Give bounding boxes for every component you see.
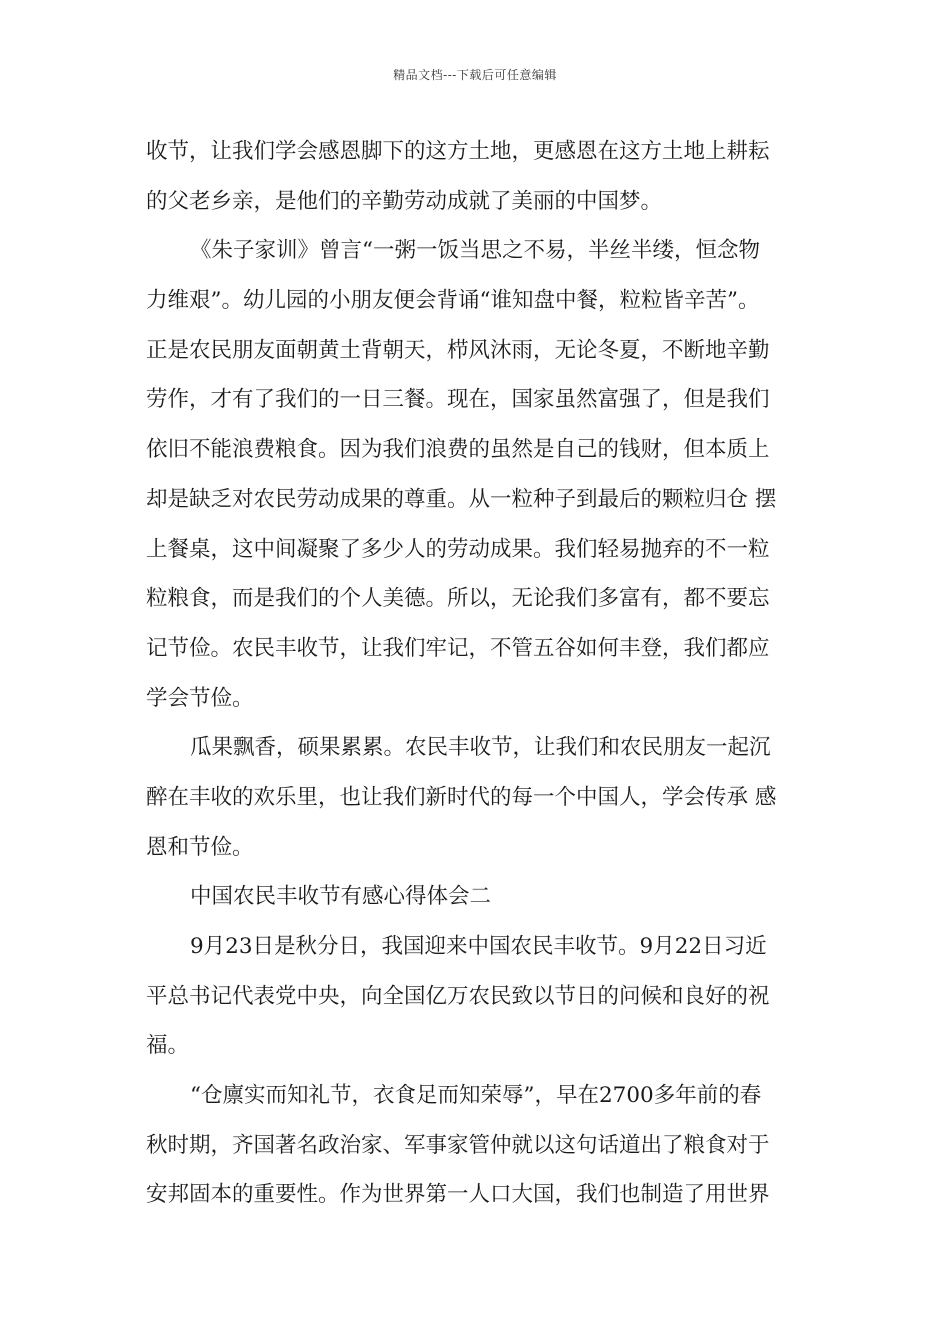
paragraph-start-line: 9月23日是秋分日，我国迎来中国农民丰收节。9月22日习近 [190,934,767,959]
text-line: 收节，让我们学会感恩脚下的这方土地，更感恩在这方土地上耕耘 [146,139,770,164]
paragraph-start-line: “仓廪实而知礼节，衣食足而知荣辱”，早在2700多年前的春 [190,1083,762,1109]
text-line: 力维艰”。幼儿园的小朋友便会背诵“谁知盘中餐，粒粒皆辛苦”。 [146,288,760,314]
paragraph-start-line: 瓜果飘香，硕果累累。农民丰收节，让我们和农民朋友一起沉 [190,735,771,761]
text-line: 却是缺乏对农民劳动成果的尊重。从一粒种子到最后的颗粒归仓 摆 [146,486,777,512]
text-line: 正是农民朋友面朝黄土背朝天，栉风沐雨，无论冬夏，不断地辛勤 [146,337,770,363]
text-line: 劳作，才有了我们的一日三餐。现在，国家虽然富强了，但是我们 [146,387,770,413]
text-line: 的父老乡亲，是他们的辛勤劳动成就了美丽的中国梦。 [146,188,663,214]
text-line: 恩和节俭。 [146,834,254,860]
paragraph-start-line: 《朱子家训》曾言“一粥一饭当思之不易，半丝半缕，恒念物 [190,238,760,264]
text-line: 秋时期，齐国著名政治家、军事家管仲就以这句话道出了粮食对于 [146,1132,770,1158]
text-line: 醉在丰收的欢乐里，也让我们新时代的每一个中国人，学会传承 感 [146,784,777,810]
text-line: 上餐桌，这中间凝聚了多少人的劳动成果。我们轻易抛弃的不一粒 [146,536,770,562]
text-line: 学会节俭。 [146,685,254,711]
section-heading: 中国农民丰收节有感心得体会二 [190,884,492,910]
text-line: 安邦固本的重要性。作为世界第一人口大国，我们也制造了用世界 [146,1182,770,1208]
page-header: 精品文档---下载后可任意编辑 [393,68,557,82]
text-line: 福。 [146,1033,190,1059]
text-line: 粒粮食，而是我们的个人美德。所以，无论我们多富有，都不要忘 [146,586,770,612]
text-line: 记节俭。农民丰收节，让我们牢记，不管五谷如何丰登，我们都应 [146,635,770,661]
document-body [146,127,826,1220]
text-line: 平总书记代表党中央，向全国亿万农民致以节日的问候和良好的祝 [146,983,770,1009]
text-line: 依旧不能浪费粮食。因为我们浪费的虽然是自己的钱财，但本质上 [146,437,770,463]
